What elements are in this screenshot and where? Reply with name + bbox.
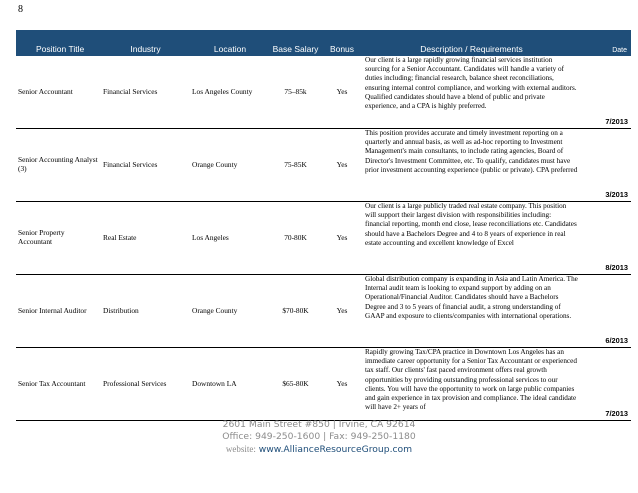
location: Orange County <box>190 275 270 348</box>
base-salary: 75-85K <box>270 129 321 202</box>
location: Orange County <box>190 129 270 202</box>
position-title: Senior Accounting Analyst (3) <box>16 129 101 202</box>
industry: Financial Services <box>101 129 190 202</box>
base-salary: 75–85k <box>270 56 321 129</box>
description: Global distribution company is expanding in Asia and Latin America. The Internal audit team is looking to expand support by adding on an Operational/Financial Auditor. Candidates should have a Bachelors Degree and 3 to 5 years of financial audit, a strong understanding of GAAP and exposure to clients/companies with international operations. <box>363 275 580 348</box>
position-title: Senior Accountant <box>16 56 101 129</box>
posting-date: 6/2013 <box>580 275 631 348</box>
industry: Real Estate <box>101 202 190 275</box>
website-link[interactable]: www.AllianceResourceGroup.com <box>258 444 413 455</box>
bonus: Yes <box>321 56 363 129</box>
description: Our client is a large rapidly growing financial services institution sourcing for a Senior Accountant. Candidates will handle a variety of duties including; financial research, balance sheet reconciliations, ensuring internal control compliance, and working with external auditors. Qualified candidates should have a blend of public and private experience, and a CPA is highly preferred. <box>363 56 580 129</box>
bonus: Yes <box>321 275 363 348</box>
base-salary: $65-80K <box>270 348 321 421</box>
bonus: Yes <box>321 348 363 421</box>
description: This position provides accurate and timely investment reporting on a quarterly and annual basis, as well as ad-hoc reporting to Investment Management's main consultants, to include rating agencies, Board of Director's Investment Committee, etc. To qualify, candidates must have prior investment accounting experience (public or private). CPA preferred <box>363 129 580 202</box>
column-header-description: Description / Requirements <box>363 30 580 56</box>
table-row <box>16 129 631 202</box>
position-title: Senior Property Accountant <box>16 202 101 275</box>
column-header-bonus: Bonus <box>321 30 363 56</box>
column-header-position: Position Title <box>16 30 101 56</box>
posting-date: 3/2013 <box>580 129 631 202</box>
website-prefix: website: <box>225 444 256 454</box>
table-row <box>16 348 631 421</box>
location: Los Angeles <box>190 202 270 275</box>
job-listings-table <box>16 30 631 421</box>
table-row <box>16 56 631 129</box>
footer-website-line <box>0 443 638 456</box>
industry: Financial Services <box>101 56 190 129</box>
table-header-row <box>16 30 631 56</box>
column-header-date: Date <box>580 30 631 56</box>
industry: Professional Services <box>101 348 190 421</box>
posting-date: 7/2013 <box>580 348 631 421</box>
page-footer <box>0 419 638 456</box>
table-row <box>16 275 631 348</box>
column-header-industry: Industry <box>101 30 190 56</box>
description: Rapidly growing Tax/CPA practice in Downtown Los Angeles has an immediate career opportunity for a Senior Tax Accountant or experienced tax staff. Our clients' fast paced environment offers real growth opportunities by providing outstanding professional services to our clients. You will have the opportunity to work on large public companies and gain experience in tax provision and compliance. The ideal candidate will have 2+ years of <box>363 348 580 421</box>
position-title: Senior Internal Auditor <box>16 275 101 348</box>
table-row <box>16 202 631 275</box>
bonus: Yes <box>321 129 363 202</box>
footer-phones: Office: 949-250-1600 | Fax: 949-250-1180 <box>222 431 416 442</box>
posting-date: 7/2013 <box>580 56 631 129</box>
base-salary: $70-80K <box>270 275 321 348</box>
bonus: Yes <box>321 202 363 275</box>
posting-date: 8/2013 <box>580 202 631 275</box>
base-salary: 70-80K <box>270 202 321 275</box>
location: Downtown LA <box>190 348 270 421</box>
footer-address: 2601 Main Street #850 | Irvine, CA 92614 <box>222 419 416 430</box>
position-title: Senior Tax Accountant <box>16 348 101 421</box>
location: Los Angeles County <box>190 56 270 129</box>
description: Our client is a large publicly traded real estate company. This position will support their largest division with responsibilities including: financial reporting, month end close, lease reconciliations etc. Candidates should have a Bachelors Degree and 4 to 8 years of experience in real estate accounting and excellent knowledge of Excel <box>363 202 580 275</box>
column-header-salary: Base Salary <box>270 30 321 56</box>
page-number: 8 <box>18 4 23 15</box>
industry: Distribution <box>101 275 190 348</box>
column-header-location: Location <box>190 30 270 56</box>
